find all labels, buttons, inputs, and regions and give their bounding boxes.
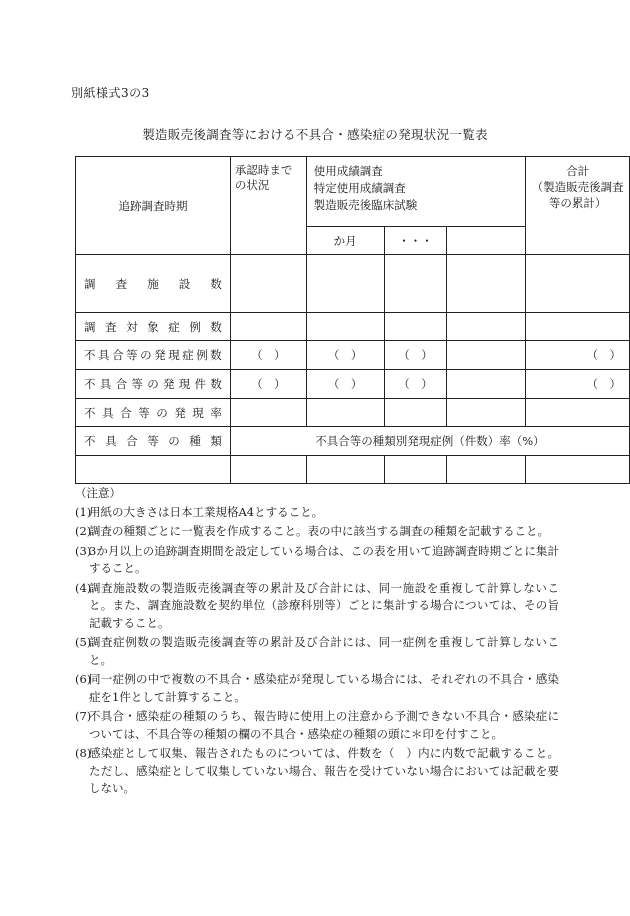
label-char: 数 [210, 377, 222, 391]
label-char: 件 [194, 377, 207, 391]
table-cell [306, 456, 384, 484]
label-char: 数 [210, 348, 222, 362]
paren-cell: （ ） [306, 370, 384, 399]
notes-heading: （注意） [75, 486, 121, 500]
row-label [76, 255, 231, 313]
header-total-line-3: 等の累計） [548, 196, 607, 210]
header-approval-status [230, 157, 306, 255]
note-number: (6) [75, 672, 92, 686]
merged-type-cell: 不具合等の種類別発現症例（件数）率（%） [230, 427, 629, 456]
label-char: 査 [115, 276, 128, 291]
note-number: (2) [75, 524, 92, 538]
label-char: 不 [84, 377, 96, 391]
note-item [75, 580, 559, 633]
note-item [75, 504, 559, 522]
label-char: 率 [210, 405, 222, 420]
label-char: 対 [126, 319, 138, 334]
row-label-text [84, 405, 222, 421]
label-char: 具 [105, 434, 117, 448]
row-label [76, 399, 231, 427]
paren-cell: （ ） [306, 341, 384, 370]
table-cell [447, 313, 526, 341]
table-cell [230, 399, 306, 427]
label-char: 不 [84, 348, 96, 362]
row-label-text [84, 319, 222, 335]
header-use-survey [306, 157, 525, 227]
row-label [76, 427, 231, 456]
label-char: 種 [189, 434, 201, 448]
row-label [76, 370, 231, 399]
table-cell [230, 313, 306, 341]
note-number: (5) [75, 635, 92, 649]
note-item [75, 745, 559, 798]
row-label [76, 341, 231, 370]
note-text: 調査症例数の製造販売後調査等の累計及び合計には、同一症例を重複して計算しないこと。 [89, 635, 559, 667]
note-number: (8) [75, 746, 92, 760]
label-char: 調 [84, 319, 96, 334]
label-char: 類 [210, 434, 222, 448]
note-item [75, 708, 559, 743]
header-total-line-2: （製造販売後調査 [531, 180, 624, 194]
label-char: 合 [112, 348, 124, 362]
label-char: 合 [126, 434, 138, 448]
note-text: 感染症として収集、報告されたものについては、件数を（ ）内に内数で記載すること。ただし、感染症として収集していない場合、報告を受けていない場合においては記載を要しない。 [89, 746, 559, 795]
table-cell [384, 399, 447, 427]
table-cell [230, 255, 306, 313]
label-char: 合 [120, 405, 132, 420]
table-row [76, 456, 630, 484]
table-cell [76, 456, 231, 484]
label-char: 査 [105, 319, 117, 334]
label-char: の [147, 377, 159, 391]
note-number: (4) [75, 580, 92, 595]
row-label-text [84, 433, 222, 449]
label-char: 等 [138, 405, 150, 420]
table-row [76, 427, 630, 456]
note-item [75, 671, 559, 706]
label-char: 症 [182, 348, 194, 362]
table-cell [306, 255, 384, 313]
table-cell [447, 341, 526, 370]
table-cell [384, 456, 447, 484]
table-cell [306, 399, 384, 427]
header-approval-line-1: 承認時まで [234, 163, 293, 177]
note-text: 3か月以上の追跡調査期間を設定している場合は、この表を用いて追跡調査時期ごとに集計すること。 [89, 543, 559, 575]
row-label-text [84, 347, 222, 363]
note-item [75, 634, 559, 669]
status-table [75, 156, 630, 484]
notes-section [75, 485, 559, 800]
table-cell [526, 313, 630, 341]
table-row [76, 255, 630, 313]
label-char: 発 [154, 348, 166, 362]
subheader-empty [447, 227, 526, 255]
note-number: (1) [75, 504, 92, 519]
table-cell [526, 456, 630, 484]
paren-cell: （ ） [526, 370, 630, 399]
paren-cell: （ ） [526, 341, 630, 370]
label-char: の [140, 348, 152, 362]
label-char: 等 [147, 434, 159, 448]
table-row [76, 313, 630, 341]
label-char: の [168, 434, 180, 448]
table-cell [526, 255, 630, 313]
label-char: 具 [99, 377, 112, 391]
note-text: 調査施設数の製造販売後調査等の累計及び合計には、同一施設を重複して計算しないこと。また、調査施設数を契約単位（診療科別等）ごとに集計する場合については、その旨記載すること。 [89, 580, 559, 630]
table-cell [384, 255, 447, 313]
row-label-text [84, 276, 222, 292]
label-char: 等 [126, 348, 138, 362]
table-cell [526, 399, 630, 427]
table-cell [306, 313, 384, 341]
label-char: 数 [210, 319, 222, 334]
label-char: 施 [147, 276, 159, 291]
label-char: 不 [84, 434, 96, 448]
header-total-line-1: 合計 [566, 164, 590, 178]
note-item [75, 543, 559, 578]
row-label-text [84, 376, 222, 392]
paren-cell: （ ） [230, 341, 306, 370]
header-approval-line-2: の状況 [234, 178, 270, 192]
label-char: の [156, 405, 168, 420]
table-cell [384, 313, 447, 341]
table-cell [447, 399, 526, 427]
note-number: (3) [75, 543, 92, 558]
label-char: 数 [210, 276, 222, 291]
label-char: 合 [115, 377, 128, 391]
table-cell [447, 255, 526, 313]
label-char: 設 [178, 276, 191, 291]
label-char: 例 [196, 348, 208, 362]
header-period: 追跡調査時期 [76, 157, 231, 255]
note-item [75, 523, 559, 541]
header-use-line-1: 使用成績調査 [313, 164, 383, 178]
table-cell [447, 456, 526, 484]
note-text: 不具合・感染症の種類のうち、報告時に使用上の注意から予測できない不具合・感染症については、不具合等の種類の欄の不具合・感染症の種類の頭に＊印を付すこと。 [89, 709, 559, 741]
label-char: 等 [131, 377, 143, 391]
label-char: 症 [168, 319, 180, 334]
note-text: 調査の種類ごとに一覧表を作成すること。表の中に該当する調査の種類を記載すること。 [89, 524, 549, 538]
label-char: 具 [98, 348, 110, 362]
table-row [76, 399, 630, 427]
header-use-line-2: 特定使用成績調査 [313, 181, 406, 195]
label-char: 現 [192, 405, 204, 420]
label-char: 具 [102, 405, 114, 420]
subheader-ellipsis: ・・・ [384, 227, 447, 255]
form-number: 別紙様式3の3 [71, 86, 150, 100]
paren-cell: （ ） [230, 370, 306, 399]
page-title: 製造販売後調査等における不具合・感染症の発現状況一覧表 [142, 127, 488, 142]
label-char: 調 [84, 276, 96, 291]
header-total [526, 157, 630, 255]
table-cell [230, 456, 306, 484]
paren-cell: （ ） [384, 341, 447, 370]
label-char: 不 [84, 405, 96, 420]
label-char: 現 [178, 377, 191, 391]
header-use-line-3: 製造販売後臨床試験 [313, 198, 418, 212]
table-row [76, 341, 630, 370]
note-text: 用紙の大きさは日本工業規格A4とすること。 [89, 504, 324, 519]
note-number: (7) [75, 709, 92, 723]
label-char: 現 [168, 348, 180, 362]
paren-cell: （ ） [384, 370, 447, 399]
label-char: 発 [174, 405, 186, 420]
label-char: 発 [162, 377, 175, 391]
subheader-months: か月 [306, 227, 384, 255]
note-text: 同一症例の中で複数の不具合・感染症が発現している場合には、それぞれの不具合・感染症を1件として計算すること。 [89, 672, 559, 704]
label-char: 例 [189, 319, 201, 334]
label-char: 象 [147, 319, 159, 334]
table-row [76, 370, 630, 399]
table-cell [447, 370, 526, 399]
row-label [76, 313, 231, 341]
